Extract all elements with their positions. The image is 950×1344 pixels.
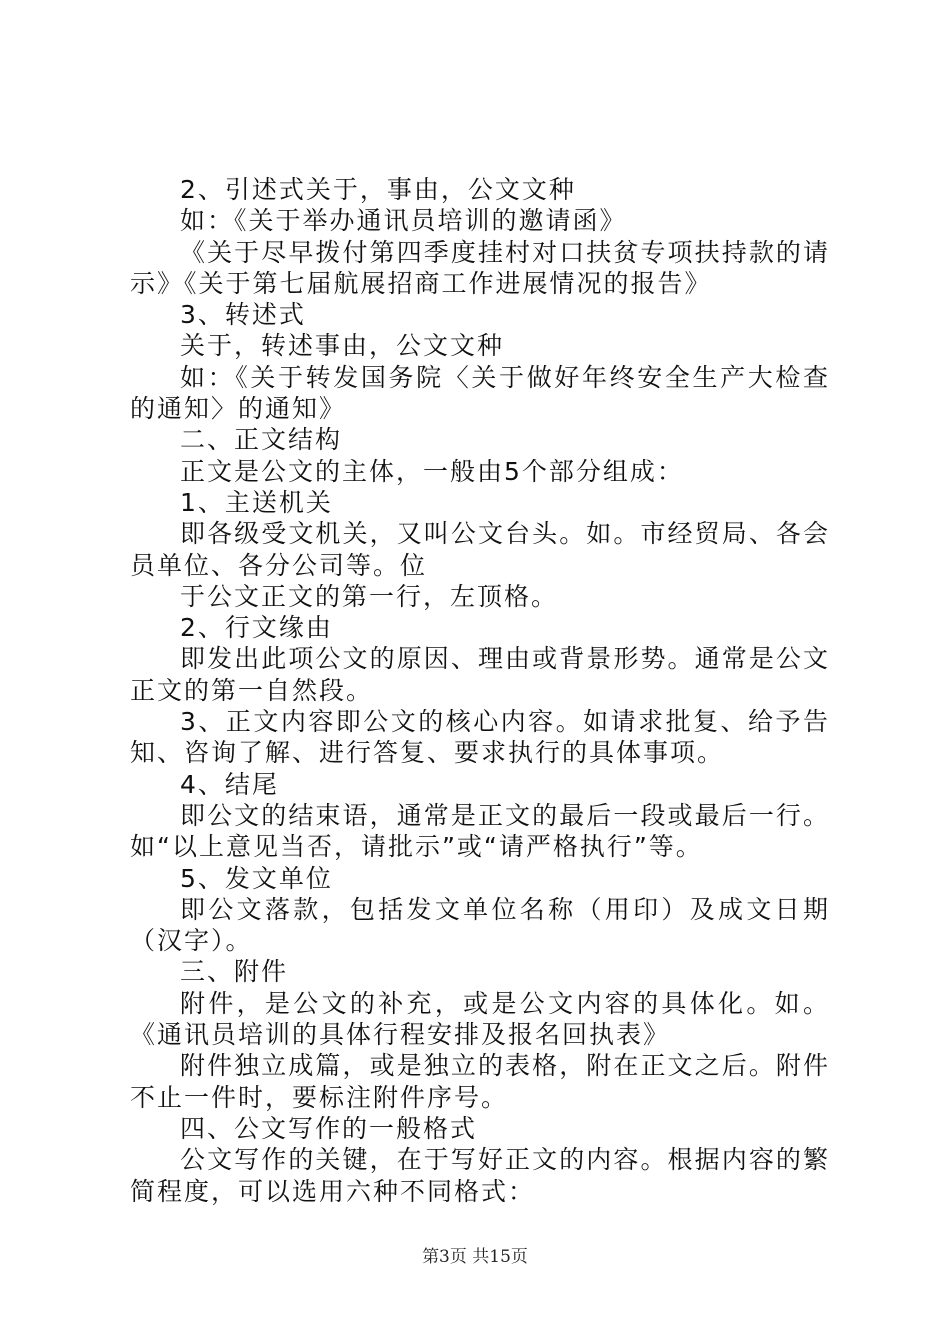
paragraph: 即发出此项公文的原因、理由或背景形势。通常是公文正文的第一自然段。 (130, 644, 830, 705)
section-heading: 四、公文写作的一般格式 (180, 1113, 478, 1143)
paragraph: 如：《关于转发国务院〈关于做好年终安全生产大检查的通知〉的通知》 (130, 362, 830, 424)
paragraph: 即各级受文机关，又叫公文台头。如。市经贸局、各会员单位、各分公司等。位 (130, 519, 830, 580)
subheading: 4、结尾 (180, 769, 279, 799)
paragraph: 即公文的结束语，通常是正文的最后一段或最后一行。如“以上意见当否，请批示”或“请严格执行”等。 (130, 800, 830, 862)
paragraph: 正文是公文的主体，一般由5个部分组成： (180, 456, 684, 486)
paragraph: 关于，转述事由，公文文种 (180, 331, 505, 361)
paragraph: 公文写作的关键，在于写好正文的内容。根据内容的繁简程度，可以选用六种不同格式： (130, 1145, 830, 1206)
document-body (130, 174, 830, 1207)
page-number-label: 第3页 共15页 (422, 1247, 528, 1267)
paragraph: 3、转述式 (180, 300, 306, 330)
paragraph: 如：《关于举办通讯员培训的邀请函》 (180, 206, 627, 236)
paragraph: 附件，是公文的补充，或是公文内容的具体化。如。《通讯员培训的具体行程安排及报名回执表》 (130, 988, 830, 1050)
section-heading: 二、正文结构 (180, 425, 343, 455)
subheading: 2、行文缘由 (180, 613, 333, 643)
paragraph: 《关于尽早拨付第四季度挂村对口扶贫专项扶持款的请示》《关于第七届航展招商工作进展情况的报告》 (130, 237, 830, 298)
paragraph: 3、正文内容即公文的核心内容。如请求批复、给予告知、咨询了解、进行答复、要求执行的具体事项。 (130, 707, 830, 768)
section-heading: 三、附件 (180, 957, 289, 987)
subheading: 5、发文单位 (180, 863, 333, 893)
paragraph: 即公文落款，包括发文单位名称（用印）及成文日期（汉字）。 (130, 894, 830, 956)
paragraph: 附件独立成篇，或是独立的表格，附在正文之后。附件不止一件时，要标注附件序号。 (130, 1051, 830, 1112)
paragraph: 于公文正文的第一行，左顶格。 (180, 581, 559, 611)
paragraph: 2、引述式关于，事由，公文文种 (180, 175, 576, 204)
subheading: 1、主送机关 (180, 487, 333, 517)
page-footer (0, 1242, 950, 1267)
